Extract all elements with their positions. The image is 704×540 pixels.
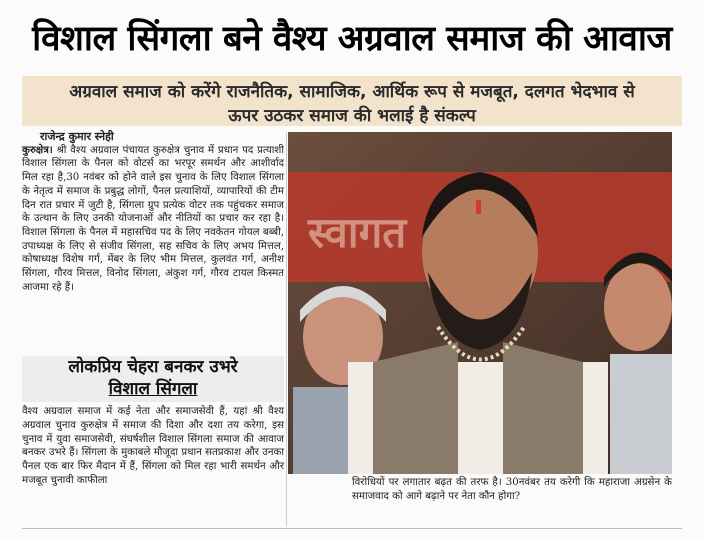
column-divider <box>286 132 287 527</box>
photo-illustration <box>288 132 672 474</box>
right-person-face <box>604 263 672 351</box>
tilak <box>476 200 481 214</box>
right-person-shirt <box>610 354 672 474</box>
main-person-vest-left <box>373 342 458 474</box>
bottom-rule <box>22 528 682 529</box>
photo-caption: विरोधियों पर लगातार बढ़त की तरफ है। 30नवंबर तय करेगी कि महाराजा अग्रसेन के समाजवाद को आगे बढ़ाने पर नेता कौन होगा? <box>352 477 672 502</box>
banner-text: स्वागत <box>308 208 407 257</box>
subhead-2 <box>22 356 284 402</box>
body-paragraph-2: वैश्य अग्रवाल समाज में कई नेता और समाजसेवी हैं, यहां श्री वैश्य अग्रवाल चुनाव कुरुक्षेत्र में समाज की दिशा और दशा तय करेगा, इस चुनाव में युवा समाजसेवी, संघर्षशील विशाल सिंगला समाज की आवाज बनकर उभरे हैं। सिंगला के मुकाबले मौजूदा प्रधान सतप्रकाश और उनका पैनल एक बार फिर मैदान में हैं, सिंगला को मिल रहा भारी समर्थन और मजबूत चुनावी काफीला <box>22 406 284 486</box>
subhead-2-line-2: विशाल सिंगला <box>108 379 198 399</box>
main-person-vest-right <box>503 342 583 474</box>
dateline: कुरुक्षेत्र। <box>22 143 53 156</box>
article-column <box>22 130 284 294</box>
body-paragraph-1 <box>22 144 284 295</box>
subheadline-line-2: ऊपर उठकर समाज की भलाई है संकल्प <box>228 106 476 126</box>
subhead-2-line-1: लोकप्रिय चेहरा बनकर उभरे <box>68 357 238 377</box>
subheadline-box <box>22 76 682 126</box>
headline: विशाल सिंगला बने वैश्य अग्रवाल समाज की आवाज <box>32 18 672 59</box>
body-text-1: श्री वैश्य अग्रवाल पंचायत कुरुक्षेत्र चुनाव में प्रधान पद प्रत्याशी विशाल सिंगला के पैनल को वोटर्स का भरपूर समर्थन और आशीर्वाद मिल रहा है,30 नवंबर को होने वाले इस चुनाव के लिए विशाल सिंगला के नेतृत्व में समाज के प्रबुद्ध लोगों, पैनल प्रत्याशियों, व्यापारियों की टीम दिन रात प्रचार में जुटी है, सिंगला ग्रुप प्रत्येक वोटर तक पहुंचकर समाज के उत्थान के लिए उनकी योजनाओं और नीतियों का प्रचार कर रहा है। विशाल सिंगला के पैनल में महासचिव पद के लिए नवकेतन गोयल बब्बी, उपाध्यक्ष के लिए से संजीव सिंगला, सह सचिव के लिए अभय मित्तल, कोषाध्यक्ष विशेष गर्ग, मेंबर के लिए भीम मित्तल, कुलवंत गर्ग, अनीश सिंगला, गौरव मित्तल, विनोद सिंगला, अंकुश गर्ग, गौरव टायल किस्मत आजमा रहे हैं। <box>22 144 284 293</box>
byline: राजेन्द्र कुमार स्नेही <box>40 130 114 143</box>
article-photo <box>288 132 672 474</box>
subheadline-line-1: अग्रवाल समाज को करेंगे राजनैतिक, सामाजिक, आर्थिक रूप से मजबूत, दलगत भेदभाव से <box>69 82 635 102</box>
